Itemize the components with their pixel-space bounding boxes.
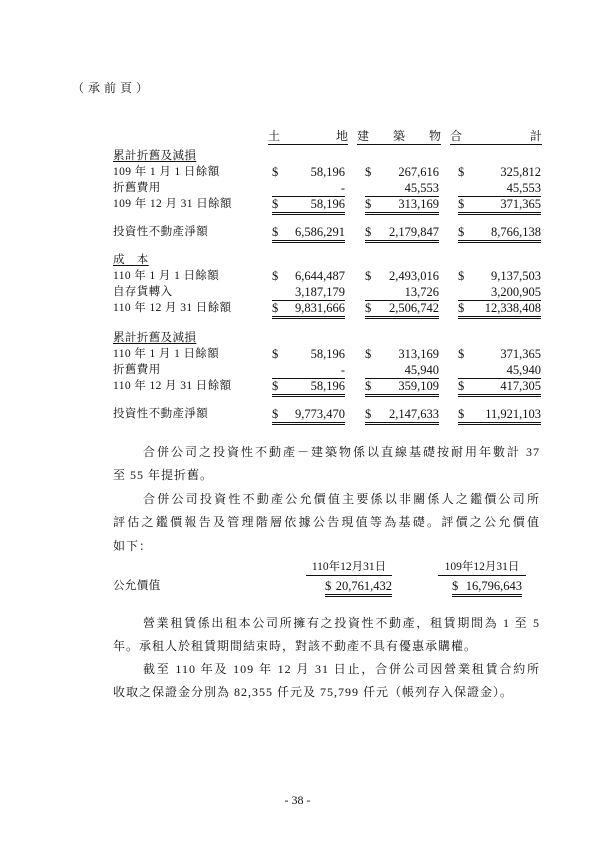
fair-value-amount-109: 16,796,643 xyxy=(465,579,522,593)
schedule-row xyxy=(0,196,595,212)
row-label: 投資性不動產淨額 xyxy=(113,226,209,238)
currency-symbol: $ xyxy=(272,407,279,421)
currency-symbol: $ xyxy=(458,301,465,315)
land-cell xyxy=(272,196,345,215)
building-cell xyxy=(365,362,439,379)
total-cell xyxy=(458,164,541,180)
schedule-row xyxy=(0,362,595,378)
land-amount: - xyxy=(340,181,345,195)
column-header-land: 土地 xyxy=(268,129,348,143)
section-heading-row xyxy=(0,330,595,346)
page-number: - 38 - xyxy=(284,793,311,807)
section-heading-row xyxy=(0,148,595,164)
row-label: 折舊費用 xyxy=(113,182,161,194)
total-amount: 12,338,408 xyxy=(484,301,541,315)
building-amount: 2,493,016 xyxy=(389,269,439,283)
schedule-row xyxy=(0,224,595,240)
currency-symbol: $ xyxy=(365,407,372,421)
land-cell xyxy=(272,284,345,301)
currency-symbol: $ xyxy=(272,301,279,315)
building-amount: 2,147,633 xyxy=(389,407,439,421)
building-cell xyxy=(365,346,439,362)
paragraph-line: 年。承租人於租賃期間結束時，對該不動產不具有優惠承購權。 xyxy=(113,639,478,653)
paragraph-line: 至 55 年提折舊。 xyxy=(113,468,214,482)
currency-symbol: $ xyxy=(272,197,279,211)
schedule-row xyxy=(0,406,595,422)
land-cell xyxy=(272,224,345,243)
building-cell xyxy=(365,196,439,215)
building-amount: 313,169 xyxy=(398,197,439,211)
paragraph-line: 截至 110 年及 109 年 12 月 31 日止，合併公司因營業租賃合約所 xyxy=(143,662,540,676)
land-cell xyxy=(272,362,345,379)
building-cell xyxy=(365,164,439,180)
total-cell xyxy=(458,268,541,284)
land-cell xyxy=(272,300,345,319)
row-label: 109 年 1 月 1 日餘額 xyxy=(113,166,220,178)
currency-symbol: $ xyxy=(272,379,279,393)
total-amount: 11,921,103 xyxy=(485,407,541,421)
building-cell xyxy=(365,406,439,425)
total-amount: 45,553 xyxy=(506,181,541,195)
building-amount: 13,726 xyxy=(404,285,439,299)
total-cell xyxy=(458,346,541,362)
total-cell xyxy=(458,180,541,197)
land-amount: - xyxy=(340,363,345,377)
land-amount: 58,196 xyxy=(310,197,345,211)
section-heading: 累計折舊及減損 xyxy=(113,150,197,162)
total-amount: 8,766,138 xyxy=(491,225,541,239)
land-amount: 58,196 xyxy=(310,379,345,393)
paragraph-line: 合併公司之投資性不動產－建築物係以直線基礎按耐用年數計 37 xyxy=(143,445,540,459)
total-amount: 371,365 xyxy=(500,347,541,361)
currency-symbol: $ xyxy=(325,579,332,593)
schedule-row xyxy=(0,164,595,180)
total-amount: 9,137,503 xyxy=(491,269,541,283)
currency-symbol: $ xyxy=(458,225,465,239)
building-cell xyxy=(365,180,439,197)
schedule-row xyxy=(0,180,595,196)
land-amount: 9,773,470 xyxy=(295,407,345,421)
row-label: 110 年 1 月 1 日餘額 xyxy=(113,348,220,360)
currency-symbol: $ xyxy=(452,579,459,593)
land-amount: 9,831,666 xyxy=(295,301,345,315)
building-amount: 45,940 xyxy=(404,363,439,377)
total-cell xyxy=(458,362,541,379)
building-amount: 313,169 xyxy=(398,347,439,361)
land-amount: 3,187,179 xyxy=(295,285,345,299)
land-cell xyxy=(272,268,345,284)
total-amount: 3,200,905 xyxy=(491,285,541,299)
row-label: 110 年 12 月 31 日餘額 xyxy=(113,302,232,314)
currency-symbol: $ xyxy=(458,407,465,421)
total-amount: 371,365 xyxy=(500,197,541,211)
currency-symbol: $ xyxy=(458,269,465,283)
total-cell xyxy=(458,406,541,425)
schedule-row xyxy=(0,346,595,362)
total-cell xyxy=(458,300,541,319)
land-amount: 58,196 xyxy=(310,165,345,179)
building-cell xyxy=(365,268,439,284)
row-label: 110 年 1 月 1 日餘額 xyxy=(113,270,220,282)
row-label: 投資性不動產淨額 xyxy=(113,408,209,420)
column-header-building: 建築物 xyxy=(357,129,441,143)
currency-symbol: $ xyxy=(272,225,279,239)
continuation-note: （承前頁） xyxy=(72,81,153,95)
building-amount: 2,506,742 xyxy=(389,301,439,315)
column-header-total: 合計 xyxy=(450,129,542,143)
schedule-row xyxy=(0,268,595,284)
building-cell xyxy=(365,378,439,397)
land-cell xyxy=(272,406,345,425)
land-cell xyxy=(272,180,345,197)
land-cell xyxy=(272,378,345,397)
building-cell xyxy=(365,300,439,319)
currency-symbol: $ xyxy=(365,301,372,315)
currency-symbol: $ xyxy=(272,347,279,361)
fair-value-header-110: 110年12月31日 xyxy=(306,560,392,576)
row-label: 折舊費用 xyxy=(113,364,161,376)
building-amount: 267,616 xyxy=(398,165,439,179)
schedule-row xyxy=(0,284,595,300)
land-amount: 6,644,487 xyxy=(295,269,345,283)
land-amount: 6,586,291 xyxy=(295,225,345,239)
fair-value-cell-110 xyxy=(325,578,392,597)
paragraph-line: 收取之保證金分別為 82,355 仟元及 75,799 仟元（帳列存入保證金）。 xyxy=(113,685,514,699)
fair-value-label: 公允價值 xyxy=(113,580,161,592)
total-cell xyxy=(458,378,541,397)
schedule-row xyxy=(0,300,595,316)
total-amount: 325,812 xyxy=(500,165,541,179)
land-cell xyxy=(272,346,345,362)
currency-symbol: $ xyxy=(365,165,372,179)
currency-symbol: $ xyxy=(365,347,372,361)
currency-symbol: $ xyxy=(365,379,372,393)
total-cell xyxy=(458,224,541,243)
row-label: 109 年 12 月 31 日餘額 xyxy=(113,198,232,210)
building-amount: 2,179,847 xyxy=(389,225,439,239)
fair-value-amount-110: 20,761,432 xyxy=(335,579,392,593)
paragraph-line: 合併公司投資性不動產公允價值主要係以非關係人之鑑價公司所 xyxy=(143,492,540,506)
currency-symbol: $ xyxy=(458,347,465,361)
paragraph-line: 營業租賃係出租本公司所擁有之投資性不動產，租賃期間為 1 至 5 xyxy=(143,616,540,630)
schedule-row xyxy=(0,378,595,394)
currency-symbol: $ xyxy=(365,197,372,211)
currency-symbol: $ xyxy=(458,197,465,211)
building-cell xyxy=(365,224,439,243)
currency-symbol: $ xyxy=(458,379,465,393)
total-cell xyxy=(458,284,541,301)
total-cell xyxy=(458,196,541,215)
paragraph-line: 如下： xyxy=(113,539,153,553)
currency-symbol: $ xyxy=(365,269,372,283)
total-amount: 45,940 xyxy=(506,363,541,377)
currency-symbol: $ xyxy=(365,225,372,239)
row-label: 自存貨轉入 xyxy=(113,286,173,298)
fair-value-cell-109 xyxy=(452,578,522,597)
building-amount: 359,109 xyxy=(398,379,439,393)
section-heading: 累計折舊及減損 xyxy=(113,332,197,344)
fair-value-header-109: 109年12月31日 xyxy=(438,560,526,576)
building-cell xyxy=(365,284,439,301)
row-label: 110 年 12 月 31 日餘額 xyxy=(113,380,232,392)
fair-value-row xyxy=(0,578,595,594)
section-heading: 成 本 xyxy=(113,254,149,266)
total-amount: 417,305 xyxy=(500,379,541,393)
land-amount: 58,196 xyxy=(310,347,345,361)
section-heading-row xyxy=(0,252,595,268)
currency-symbol: $ xyxy=(272,165,279,179)
building-amount: 45,553 xyxy=(404,181,439,195)
land-cell xyxy=(272,164,345,180)
currency-symbol: $ xyxy=(458,165,465,179)
paragraph-line: 評估之鑑價報告及管理階層依據公告現值等為基礎。評價之公允價值 xyxy=(113,515,540,529)
currency-symbol: $ xyxy=(272,269,279,283)
